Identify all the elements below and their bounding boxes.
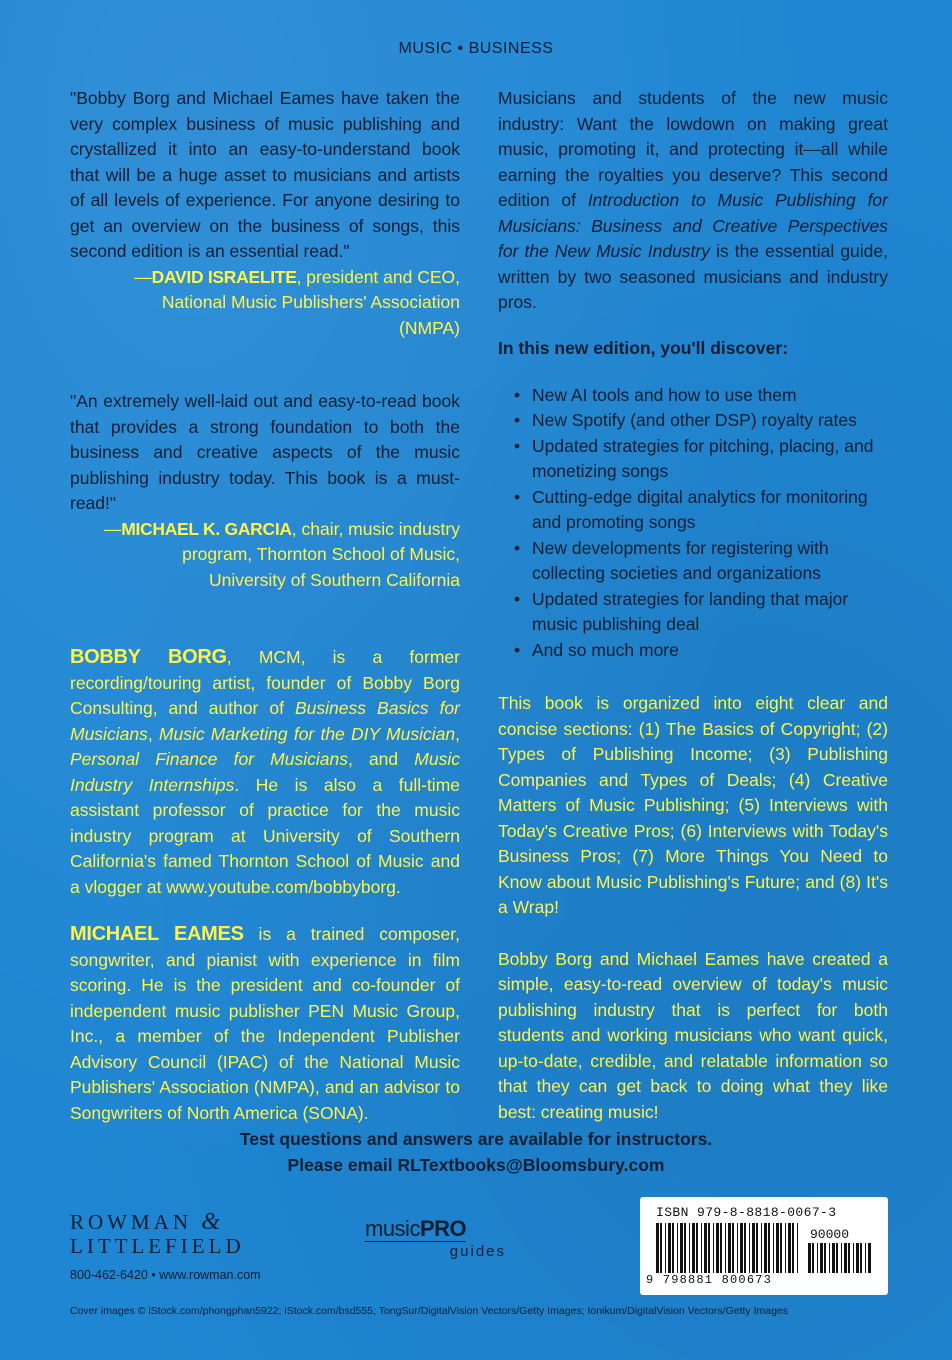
quote-attribution: —DAVID ISRAELITE, president and CEO, National Music Publishers' Association (NMPA)	[134, 266, 460, 338]
list-item: • Updated strategies for landing that major music publishing deal	[512, 587, 888, 638]
barcode-bar	[656, 1223, 659, 1273]
left-column	[70, 86, 460, 1126]
endorser-name: MICHAEL K. GARCIA	[121, 518, 292, 539]
barcode-bar	[708, 1223, 710, 1273]
price-code: 90000	[810, 1227, 850, 1242]
book-title: Introduction to Music Publishing for Musicians: Business and Creative Perspectives for the New Music Industry	[498, 190, 888, 261]
barcode-bar	[832, 1243, 835, 1273]
barcode-bar	[660, 1223, 662, 1273]
book-title: Business Basics for Musicians	[70, 698, 460, 744]
barcode-addon-icon	[808, 1243, 872, 1283]
right-column	[498, 86, 888, 1125]
barcode-bar	[728, 1223, 731, 1273]
list-item: • New Spotify (and other DSP) royalty rates	[512, 408, 888, 434]
barcode-bar	[865, 1243, 866, 1273]
barcode-bar	[677, 1223, 678, 1273]
barcode-bar	[776, 1223, 779, 1273]
contact-email: Please email RLTextbooks@Bloomsbury.com	[287, 1155, 665, 1175]
barcode-bar	[856, 1243, 859, 1273]
book-title: Personal Finance for Musicians	[70, 749, 348, 769]
quote-text: "Bobby Borg and Michael Eames have taken the very complex business of music publishing and crystallized it into an easy-to-understand book that will be a huge asset to musicians and artists of all levels of experience. For anyone desiring to get an overview on the business of songs, this second edition is an essential read."	[70, 88, 460, 261]
barcode-bar	[844, 1243, 847, 1273]
barcode-bar	[808, 1243, 811, 1273]
barcode-bar	[732, 1223, 734, 1273]
list-item: • Cutting-edge digital analytics for monitoring and promoting songs	[512, 485, 888, 536]
author-name: MICHAEL EAMES	[70, 923, 244, 945]
image-credits: Cover images © iStock.com/phongphan5922; iStock.com/bsd555; TongSur/DigitalVision Vectors/Getty Images; Ionikum/DigitalVision Vectors/Getty Images	[70, 1305, 789, 1317]
isbn-number: ISBN 979-8-8818-0067-3	[656, 1205, 837, 1220]
author-bio-bobby-borg: BOBBY BORG, MCM, is a former recording/touring artist, founder of Bobby Borg Consulting, and author of Business Basics for Musicians, Music Marketing for the DIY Musician, Personal Finance for Musicians, and Music Industry Internships. He is also a full-time assistant professor of practice for the music industry program at University of Southern California's famed Thornton School of Music and a vlogger at www.youtube.com/bobbyborg.	[70, 646, 460, 897]
endorsement-quote-2	[70, 389, 460, 593]
book-title: Music Marketing for the DIY Musician	[158, 723, 456, 744]
barcode-bar	[773, 1223, 774, 1273]
barcode-bar	[820, 1243, 823, 1273]
instructor-notice: Test questions and answers are available for instructors. Please email RLTextbooks@Bloomsbury.com	[0, 1126, 952, 1178]
barcode-bar	[812, 1243, 814, 1273]
intro-paragraph: Musicians and students of the new music industry: Want the lowdown on making great music, promoting it, and protecting it—all while earning the royalties you deserve? This second edition of Introduction to Music Publishing for Musicians: Business and Creative Perspectives for the New Music Industry is the essential guide, written by two seasoned musicians and industry pros.	[498, 88, 888, 312]
book-title: Music Industry Internships	[70, 749, 460, 795]
quote-attribution: —MICHAEL K. GARCIA, chair, music industry program, Thornton School of Music, University of Southern California	[103, 518, 460, 590]
barcode-bar	[737, 1223, 738, 1273]
author-name: BOBBY BORG	[70, 646, 227, 668]
barcode-bar	[829, 1243, 830, 1273]
publisher-contact: 800-462-6420 • www.rowman.com	[70, 1268, 261, 1282]
barcode-bar	[713, 1223, 714, 1273]
category-label: MUSIC • BUSINESS	[398, 40, 554, 57]
barcode-bar	[761, 1223, 762, 1273]
endorsement-quote-1	[70, 86, 460, 341]
barcode-bar	[704, 1223, 707, 1273]
barcode-bar	[684, 1223, 686, 1273]
list-item: • Updated strategies for pitching, placing, and monetizing songs	[512, 434, 888, 485]
barcode-bar	[720, 1223, 722, 1273]
barcode-bar	[853, 1243, 854, 1273]
isbn-barcode	[640, 1197, 888, 1295]
barcode-bar	[797, 1223, 798, 1273]
barcode-bar	[744, 1223, 746, 1273]
barcode-bar	[841, 1243, 842, 1273]
barcode-bar	[749, 1223, 750, 1273]
barcode-bar	[785, 1223, 786, 1273]
barcode-bar	[752, 1223, 755, 1273]
barcode-bar	[756, 1223, 758, 1273]
barcode-bar	[764, 1223, 767, 1273]
list-item: • New AI tools and how to use them	[512, 383, 888, 409]
barcode-bar	[780, 1223, 782, 1273]
barcode-bar	[824, 1243, 826, 1273]
barcode-bar	[788, 1223, 791, 1273]
barcode-bar	[665, 1223, 666, 1273]
barcode-bar	[740, 1223, 743, 1273]
barcode-bar	[836, 1243, 838, 1273]
barcode-bar	[768, 1223, 770, 1273]
list-item: • And so much more	[512, 638, 888, 664]
barcode-bar	[701, 1223, 702, 1273]
discover-heading: In this new edition, you'll discover:	[498, 337, 789, 358]
barcode-bar	[692, 1223, 695, 1273]
barcode-icon	[656, 1223, 802, 1273]
summary-paragraph: Bobby Borg and Michael Eames have created a simple, easy-to-read overview of today's music publishing industry that is perfect for both students and working musicians who want quick, up-to-date, credible, and relatable information so that they can get back to doing what they like best: creating music!	[498, 948, 888, 1122]
quote-text: "An extremely well-laid out and easy-to-read book that provides a strong foundation to both the business and creative aspects of the music publishing industry today. This book is a must-read!"	[70, 391, 460, 513]
barcode-bar	[668, 1223, 671, 1273]
series-logo: musicPRO guides	[365, 1216, 506, 1260]
publisher-logo: ROWMAN & LITTLEFIELD	[70, 1209, 245, 1258]
barcode-bar	[860, 1243, 862, 1273]
sections-paragraph: This book is organized into eight clear and concise sections: (1) The Basics of Copyright; (2) Types of Publishing Income; (3) Publishing Companies and Types of Deals; (4) Creative Matters of Music Publishing; (5) Interviews with Today's Creative Pros; (6) Interviews with Today's Business Pros; (7) More Things You Need to Know about Music Publishing's Future; and (8) It's a Wrap!	[498, 693, 888, 917]
barcode-bar	[848, 1243, 850, 1273]
barcode-bar	[696, 1223, 698, 1273]
feature-list	[512, 383, 888, 664]
barcode-bar	[817, 1243, 818, 1273]
endorser-name: DAVID ISRAELITE	[151, 266, 297, 287]
author-bio-michael-eames: MICHAEL EAMES is a trained composer, songwriter, and pianist with experience in film scoring. He is the president and co-founder of independent music publisher PEN Music Group, Inc., a member of the Independent Publisher Advisory Council (IPAC) of the National Music Publishers' Association (NMPA), and an advisor to Songwriters of North America (SONA).	[70, 923, 460, 1123]
barcode-bar	[792, 1223, 794, 1273]
barcode-bar	[680, 1223, 683, 1273]
ean-number: 9 798881 800673	[646, 1273, 773, 1287]
barcode-bar	[868, 1243, 871, 1273]
barcode-bar	[689, 1223, 690, 1273]
barcode-bar	[672, 1223, 674, 1273]
barcode-bar	[725, 1223, 726, 1273]
list-item: • New developments for registering with collecting societies and organizations	[512, 536, 888, 587]
barcode-bar	[716, 1223, 719, 1273]
